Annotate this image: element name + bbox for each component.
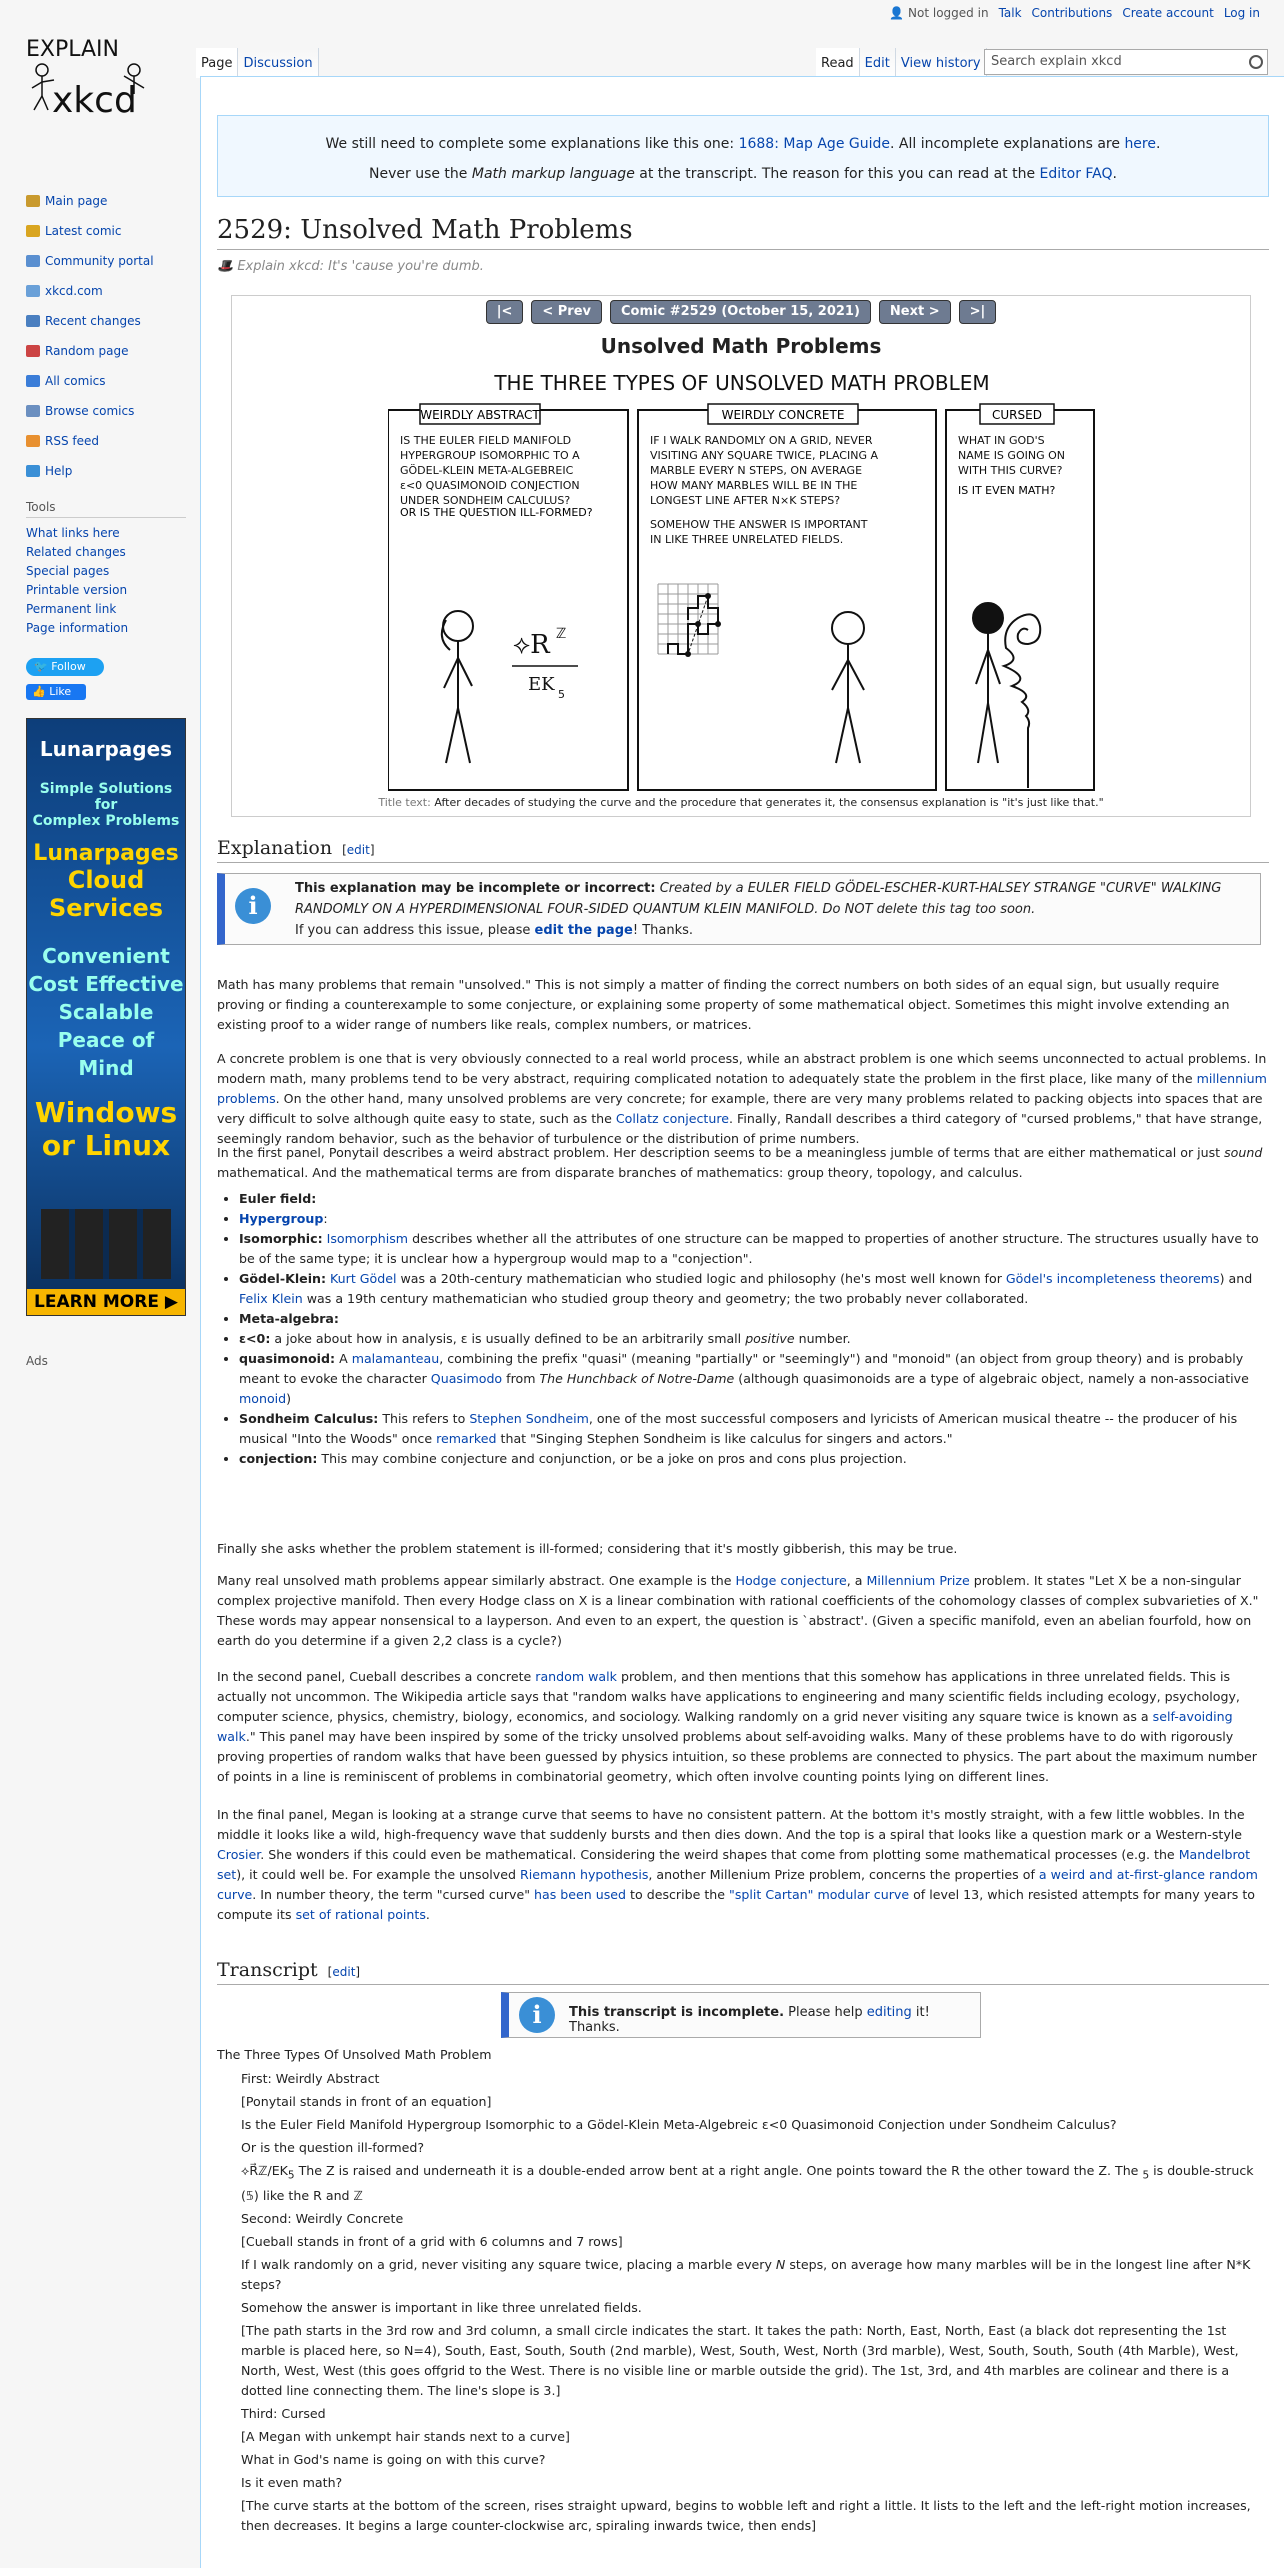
para-text: . Finally, Randall describes a third category of "cursed problems," that have strange, seemingly random behavior, such as the behavior of turbulence or the distribution of prime numbers.	[217, 1111, 1263, 1146]
notice-text: .	[1112, 166, 1117, 182]
term-text: a joke about how in analysis, ε is usually defined to be an arbitrarily small	[270, 1331, 746, 1346]
nav-label[interactable]: Latest comic	[45, 224, 122, 238]
para-text: A concrete problem is one that is very obviously connected to a real world process, while an abstract problem is one which seems unconnected to actual problems. In modern math, many problems tend to be very abstract, requiring complicated notation to adequately state the problem in the first place, like many of the	[217, 1051, 1267, 1086]
comic-text: GÖDEL-KLEIN META-ALGEBREIC	[400, 464, 574, 477]
marble	[695, 621, 701, 627]
transcript-incomplete-text: Please help	[784, 2005, 867, 2020]
ad-line: Lunarpages	[33, 841, 179, 866]
panel-1-label: WEIRDLY ABSTRACT	[420, 408, 540, 422]
transcript-line: [The path starts in the 3rd row and 3rd column, a small circle indicates the start. It takes the path: North, East, North, East (a black dot representing the 1st marble is placed here, so N=4), South, East, South, South (2nd marble), West, South, West, North (3rd marble), West, South, South, South (4th Marble), West, North, West, West (this goes offgrid to the West. There is no visible line or marble outside the grid). The 1st, 3rd, and 4th marbles are colinear and there is a dotted line connecting them. The line's slope is 3.]	[241, 2322, 1239, 2398]
ad-line: Windows	[34, 1096, 178, 1129]
stephen-sondheim-link[interactable]: Stephen Sondheim	[469, 1411, 589, 1426]
ad-line: Convenient	[42, 944, 170, 968]
crosier-link[interactable]: Crosier	[217, 1847, 261, 1862]
transcript-heading	[217, 1959, 1269, 1985]
svg-text:⟡R: ⟡R	[513, 630, 550, 660]
tools-item[interactable]: Printable version	[26, 583, 128, 597]
tab-history[interactable]: View history	[896, 48, 987, 78]
term-text: from	[502, 1371, 540, 1386]
search-placeholder: Search explain xkcd	[991, 54, 1122, 69]
transcript-line: Is the Euler Field Manifold Hypergroup Isomorphic to a Gödel-Klein Meta-Algebreic ε<0 Quasimonoid Conjection under Sondheim Calculus?	[241, 2117, 1117, 2132]
para-text: problem. It states "Let X be a non-singular complex projective manifold. Then every Hodge class on X is a linear combination with rational coefficients of the cohomology classes of complex subvarieties of X." These words may appear nonsensical to a layperson. And even to an expert, the question is `abstract'. (Given a specific manifold, even an abelian fourfold, how on earth do you determine if a given 2,2 class is a cycle?)	[217, 1573, 1259, 1648]
transcript-incomplete-notice	[501, 1992, 981, 2038]
comic-navigation	[232, 300, 1250, 324]
comic-text: WITH THIS CURVE?	[958, 464, 1063, 477]
para-text: In the second panel, Cueball describes a concrete	[217, 1669, 536, 1684]
para-text: , a	[846, 1573, 867, 1588]
nav-item[interactable]	[26, 186, 154, 216]
incompleteness-link[interactable]: Gödel's incompleteness theorems	[1005, 1271, 1220, 1286]
term-text: was a 20th-century mathematician who studied logic and philosophy (he's most well known for	[396, 1271, 1006, 1286]
transcript-line: Second: Weirdly Concrete	[241, 2210, 404, 2226]
quasimodo-link[interactable]: Quasimodo	[430, 1371, 503, 1386]
nav-label[interactable]: Help	[45, 464, 73, 478]
title-text-content: After decades of studying the curve and the procedure that generates it, the consensus explanation is "it's just like that."	[430, 796, 1104, 809]
comic-text: WHAT IN GOD'S	[958, 434, 1045, 447]
transcript-line: Somehow the answer is important in like three unrelated fields.	[241, 2299, 642, 2315]
nav-item[interactable]	[26, 216, 154, 246]
term-list	[239, 1189, 1269, 1469]
nav-item[interactable]	[26, 306, 154, 336]
transcript-line: Or is the question ill-formed?	[241, 2140, 425, 2155]
transcript-incomplete-text: it! Thanks.	[569, 2005, 930, 2035]
comic-text: IN LIKE THREE UNRELATED FIELDS.	[650, 533, 844, 546]
comic-text: IF I WALK RANDOMLY ON A GRID, NEVER	[650, 434, 873, 447]
lunarpages-ad[interactable]	[26, 718, 186, 1316]
transcript-line	[241, 2255, 1267, 2295]
incomplete-notice	[217, 873, 1261, 945]
map-age-guide-link[interactable]: 1688: Map Age Guide	[738, 136, 890, 152]
malamanteau-link[interactable]: malamanteau	[351, 1351, 440, 1366]
incomplete-action-text: If you can address this issue, please	[295, 923, 535, 938]
comic-text: NAME IS GOING ON	[958, 449, 1065, 462]
ad-line: Peace of Mind	[57, 1028, 155, 1080]
view-tabs	[816, 48, 987, 78]
riemann-link[interactable]: Riemann hypothesis	[520, 1867, 649, 1882]
nav-item[interactable]	[26, 336, 154, 366]
ad-line: Cloud	[67, 866, 145, 894]
para-text: ." This panel may have been inspired by some of the tricky unsolved problems about self-avoiding walks. Many of these problems have to do with rigorously proving properties of random walks that have been guessed by physics intuition, so these problems are connected to physics. The part about the maximum number of points in a line is reminiscent of problems in combinatorial geometry, which often involve counting points lying on different lines.	[217, 1729, 1257, 1784]
term-text: , one of the most successful composers and lyricists of American musical theatre -- the producer of his musical "Into the Woods" once	[239, 1411, 1238, 1446]
mandelbrot-link[interactable]: Mandelbrot set	[217, 1847, 1251, 1882]
explanation-heading-text: Explanation	[217, 837, 333, 859]
xkcd-logo-icon	[22, 30, 152, 130]
editor-faq-link[interactable]: Editor FAQ	[1039, 166, 1113, 182]
nav-icon	[26, 465, 40, 477]
transcript-line	[241, 2161, 1267, 2206]
term-text: number.	[794, 1331, 851, 1346]
transcript-line: [The curve starts at the bottom of the screen, rises straight upward, begins to wobble left and right a little. It lists to the left and the left-right motion increases, then decreases. It begins a large counter-clockwise arc, spiraling inwards twice, then ends]	[241, 2497, 1251, 2533]
nav-item[interactable]	[26, 426, 154, 456]
namespace-tabs	[196, 48, 319, 78]
learn-more-button[interactable]: LEARN MORE ▶	[27, 1289, 185, 1315]
nav-item[interactable]	[26, 456, 154, 486]
explanation-paragraph	[217, 1805, 1267, 1925]
explanation-paragraph	[217, 1049, 1267, 1149]
transcript-line: Is it even math?	[241, 2474, 343, 2490]
nav-label[interactable]: xkcd.com	[45, 284, 103, 298]
nav-label[interactable]: Community portal	[45, 254, 154, 268]
transcript-line: What in God's name is going on with this curve?	[241, 2451, 546, 2467]
nav-icon	[26, 435, 40, 447]
para-emphasis: sound	[1224, 1145, 1263, 1160]
nav-icon	[26, 375, 40, 387]
comic-text: MARBLE EVERY N STEPS, ON AVERAGE	[650, 464, 863, 477]
nav-label[interactable]: Browse comics	[45, 404, 135, 418]
notice-emphasis: Math markup language	[471, 166, 635, 182]
list-item	[239, 1349, 1269, 1409]
notice-line-2	[218, 159, 1268, 189]
search-input[interactable]	[984, 49, 1268, 75]
kurt-godel-link[interactable]: Kurt Gödel	[330, 1271, 397, 1286]
comic-text: IS THE EULER FIELD MANIFOLD	[400, 434, 572, 447]
notice-text: .	[1156, 136, 1161, 152]
edit-section: [edit]	[342, 843, 375, 857]
comic-text: VISITING ANY SQUARE TWICE, PLACING A	[650, 449, 878, 462]
collatz-conjecture-link[interactable]: Collatz conjecture	[615, 1111, 729, 1126]
incomplete-action	[295, 920, 1250, 941]
transcript-text: ⟡R⃗ℤ/EK	[241, 2163, 288, 2178]
comic-box	[231, 295, 1251, 817]
title-text-label: Title text:	[378, 796, 431, 809]
transcript-text: The Z is raised and underneath it is a double-ended arrow bent at a right angle. One points toward the R the other toward the Z. The	[294, 2163, 1143, 2178]
panel-3-label: CURSED	[992, 408, 1042, 422]
title-text	[232, 796, 1250, 809]
hodge-conjecture-link[interactable]: Hodge conjecture	[735, 1573, 847, 1588]
term: Gödel-Klein:	[239, 1271, 327, 1286]
para-text: . She wonders if this could even be mathematical. Considering the weird shapes that come from plotting some mathematical processes (e.g. the	[260, 1847, 1179, 1862]
comic-image[interactable]	[388, 368, 1096, 792]
term-text: A	[335, 1351, 352, 1366]
transcript-text: is double-struck (𝟝) like the R and ℤ	[241, 2163, 1254, 2203]
notice-line-1	[218, 129, 1268, 159]
term-text: )	[286, 1391, 292, 1406]
list-item	[239, 1329, 1269, 1349]
comic-text: SOMEHOW THE ANSWER IS IMPORTANT	[650, 518, 868, 531]
site-tagline	[217, 259, 484, 274]
notice-text: . All incomplete explanations are	[890, 136, 1125, 152]
term-text: describes whether all the attributes of one structure can be mapped to properties of another structure. The structures usually have to be of the same type; it is unclear how a hypergroup would map to a "conjection".	[239, 1231, 1259, 1266]
nav-icon	[26, 315, 40, 327]
comic-text: IS IT EVEN MATH?	[958, 484, 1056, 497]
comic-heading: THE THREE TYPES OF UNSOLVED MATH PROBLEM	[494, 371, 990, 395]
create-account-link[interactable]: Create account	[1122, 6, 1214, 20]
para-text: . In number theory, the term "cursed curve"	[252, 1887, 535, 1902]
main-content	[200, 76, 1284, 2568]
editing-link[interactable]: editing	[866, 2005, 912, 2020]
has-been-used-link[interactable]: has been used	[534, 1887, 627, 1902]
nav-label[interactable]: All comics	[45, 374, 106, 388]
tools-item[interactable]: What links here	[26, 526, 120, 540]
explanation-paragraph: Math has many problems that remain "unsolved." This is not simply a matter of finding the correct numbers on both sides of an equal sign, but usually require proving or finding a counterexample to some conjecture, or explaining some property of some mathematical object. Sometimes this might involve extending an existing proof to a wider range of numbers like reals, complex numbers, or matrices.	[217, 977, 1230, 1032]
term-text: This may combine conjecture and conjunction, or be a joke on pros and cons plus projection.	[317, 1451, 907, 1466]
para-text: mathematical. And the mathematical terms are from disparate branches of mathematics: group theory, topology, and calculus.	[217, 1165, 1023, 1180]
page-title: 2529: Unsolved Math Problems	[217, 215, 1269, 250]
comic-text: HYPERGROUP ISOMORPHIC TO A	[400, 449, 580, 462]
millennium-problems-link[interactable]: millennium problems	[217, 1071, 1267, 1106]
follow-label: Follow	[51, 660, 86, 673]
site-notice	[217, 115, 1269, 197]
para-text: In the final panel, Megan is looking at a strange curve that seems to have no consistent pattern. At the bottom it's mostly straight, with a few little wobbles. In the middle it looks like a wild, high-frequency wave that suddenly bursts and then dies down. And the top is a spiral that looks like a question mark or a Western-style	[217, 1807, 1245, 1842]
incomplete-italic: Created by a EULER FIELD GÖDEL-ESCHER-KURT-HALSEY STRANGE "CURVE" WALKING RANDOMLY ON A HYPERDIMENSIONAL FOUR-SIDED QUANTUM KLEIN MANIFOLD. Do NOT delete this tag too soon.	[295, 881, 1222, 917]
next-comic-button[interactable]: Next >	[879, 300, 951, 324]
transcript-line: The Three Types Of Unsolved Math Problem	[217, 2047, 492, 2062]
tools-item[interactable]: Related changes	[26, 545, 126, 559]
info-icon: i	[235, 888, 271, 924]
svg-text:5: 5	[558, 688, 565, 701]
term: ε<0:	[239, 1331, 271, 1346]
nav-icon	[26, 285, 40, 297]
self-avoiding-walk-link[interactable]: self-avoiding walk	[217, 1709, 1233, 1744]
comic-text: LONGEST LINE AFTER N×K STEPS?	[650, 494, 841, 507]
like-label: Like	[49, 685, 72, 698]
random-curve-link[interactable]: a weird and at-first-glance random curve	[217, 1867, 1258, 1902]
sidebar	[0, 0, 200, 2568]
para-text: Many real unsolved math problems appear similarly abstract. One example is the	[217, 1573, 736, 1588]
para-text: problem, and then mentions that this somehow has applications in three unrelated fields. This is actually not uncommon. The Wikipedia article says that "random walks have applications to engineering and many scientific fields including ecology, psychology, computer science, physics, chemistry, biology, economics, and sociology. Walking randomly on a grid never visiting any square twice is known as a	[217, 1669, 1240, 1724]
random-walk-link[interactable]: random walk	[535, 1669, 617, 1684]
transcript-sub: 5	[287, 2169, 295, 2182]
edit-link[interactable]: edit	[346, 843, 370, 857]
nav-label[interactable]: Main page	[45, 194, 108, 208]
ad-brand: Lunarpages	[39, 737, 173, 761]
nav-item[interactable]	[26, 396, 154, 426]
tab-edit[interactable]: Edit	[860, 48, 896, 78]
tools-item[interactable]: Special pages	[26, 564, 110, 578]
edit-link[interactable]: edit	[332, 1965, 356, 1979]
transcript-emphasis: N	[775, 2256, 786, 2272]
twitter-follow-button[interactable]	[26, 658, 104, 676]
site-logo[interactable]	[22, 30, 152, 130]
nav-icon	[26, 405, 40, 417]
not-logged-label: Not logged in	[908, 6, 989, 20]
talk-link[interactable]: Talk	[998, 6, 1022, 20]
server-racks-image	[41, 1209, 171, 1279]
svg-text:ℤ: ℤ	[556, 626, 567, 642]
svg-text:xkcd: xkcd	[52, 80, 137, 121]
bird-icon: 🐦	[34, 660, 48, 673]
tab-page[interactable]: Page	[196, 48, 238, 78]
comic-text: UNDER SONDHEIM CALCULUS?	[400, 494, 571, 507]
para-text: . On the other hand, many unsolved problems are very concrete; for example, there are very many problems related to packing objects into spaces that are very difficult to solve although quite easy to state, such as the	[217, 1091, 1263, 1126]
para-text: of level 13, which resisted attempts for many years to compute its	[217, 1887, 1256, 1922]
para-text: to describe the	[626, 1887, 730, 1902]
incomplete-text	[295, 878, 1250, 920]
para-text: , another Millenium Prize problem, concerns the properties of	[648, 1867, 1039, 1882]
ad-line: Complex Problems	[32, 813, 180, 829]
ad-line: Services	[48, 894, 164, 922]
nav-icon	[26, 225, 40, 237]
tools-item[interactable]: Permanent link	[26, 602, 117, 616]
transcript-sub: 5	[1142, 2169, 1150, 2182]
list-item	[239, 1229, 1269, 1269]
prev-comic-button[interactable]: < Prev	[531, 300, 602, 324]
list-item	[239, 1449, 1269, 1469]
notice-text: at the transcript. The reason for this you can read at the	[634, 166, 1040, 182]
info-icon: i	[519, 1997, 555, 2033]
list-item	[239, 1409, 1269, 1449]
transcript-heading-text: Transcript	[217, 1959, 318, 1981]
millennium-prize-link[interactable]: Millennium Prize	[866, 1573, 970, 1588]
transcript-line: [Ponytail stands in front of an equation]	[241, 2094, 492, 2109]
nav-label[interactable]: Random page	[45, 344, 129, 358]
term-text: (although quasimonoids are a type of algebraic object, namely a non-associative	[734, 1371, 1249, 1386]
contributions-link[interactable]: Contributions	[1031, 6, 1113, 20]
transcript-line: Third: Cursed	[241, 2405, 326, 2421]
user-icon: 👤	[889, 6, 905, 20]
list-item: • Hypergroup:	[239, 1209, 1269, 1229]
search-icon[interactable]	[1249, 55, 1263, 69]
nav-label[interactable]: RSS feed	[45, 434, 99, 448]
tab-read[interactable]: Read	[816, 48, 860, 78]
transcript-text: If I walk randomly on a grid, never visiting any square twice, placing a marble every	[241, 2256, 776, 2272]
term: Euler field:	[239, 1191, 317, 1206]
first-comic-button[interactable]: |<	[486, 300, 524, 324]
transcript-text: steps, on average how many marbles will be in the longest line after N*K steps?	[241, 2256, 1251, 2292]
term-text: ) and	[1219, 1271, 1253, 1286]
para-text: In the first panel, Ponytail describes a weird abstract problem. Her description seems to be a meaningless jumble of terms that are either mathematical or just	[217, 1145, 1225, 1160]
personal-tools	[889, 6, 1260, 20]
tagline-text: Explain xkcd: It's 'cause you're dumb.	[237, 259, 484, 274]
transcript-line: First: Weirdly Abstract	[241, 2071, 380, 2086]
navigation-portal	[26, 186, 154, 486]
term-emphasis: positive	[745, 1331, 795, 1346]
comic-title: Unsolved Math Problems	[600, 334, 882, 358]
notice-text: We still need to complete some explanations like this one:	[325, 136, 739, 152]
explanation-paragraph: Finally she asks whether the problem statement is ill-formed; considering that it's mostly gibberish, this may be true.	[217, 1541, 958, 1556]
felix-klein-link[interactable]: Felix Klein	[239, 1291, 303, 1306]
explanation-paragraph	[217, 1143, 1267, 1183]
isomorphism-link[interactable]: Isomorphism	[326, 1231, 409, 1246]
nav-item[interactable]	[26, 366, 154, 396]
ad-line: or Linux	[41, 1129, 171, 1162]
explanation-paragraph	[217, 1571, 1267, 1651]
term: Sondheim Calculus:	[239, 1411, 379, 1426]
edit-section: [edit]	[327, 1965, 361, 1979]
incomplete-bold: This explanation may be incomplete or incorrect:	[295, 881, 656, 896]
ad-line: Cost Effective	[28, 972, 184, 996]
comic-text: ε<0 QUASIMONOID CONJECTION	[400, 479, 580, 492]
ad-line: Scalable	[58, 1000, 154, 1024]
transcript-line: [Cueball stands in front of a grid with 6 columns and 7 rows]	[241, 2233, 623, 2249]
marble	[705, 593, 711, 599]
monoid-link[interactable]: monoid	[239, 1391, 287, 1406]
list-item	[239, 1309, 1269, 1329]
para-text: ), it could well be. For example the unsolved	[236, 1867, 521, 1882]
incomplete-action-text: ! Thanks.	[632, 923, 694, 938]
rational-points-link[interactable]: set of rational points	[295, 1907, 426, 1922]
thumbs-up-icon: 👍	[32, 685, 46, 698]
nav-item[interactable]	[26, 246, 154, 276]
svg-text:EK: EK	[528, 674, 555, 695]
marble	[685, 651, 691, 657]
tools-item[interactable]: Page information	[26, 621, 129, 635]
transcript-incomplete-bold: This transcript is incomplete.	[569, 2005, 785, 2020]
explanation-heading	[217, 837, 1269, 863]
nav-item[interactable]	[26, 276, 154, 306]
facebook-like-button[interactable]	[26, 684, 86, 700]
term-emphasis: The Hunchback of Notre-Dame	[539, 1371, 735, 1386]
comic-text: HOW MANY MARBLES WILL BE IN THE	[650, 479, 858, 492]
transcript-block	[241, 2069, 1267, 2539]
split-cartan-link[interactable]: "split Cartan" modular curve	[729, 1887, 910, 1902]
list-item	[239, 1269, 1269, 1309]
term-text: This refers to	[378, 1411, 470, 1426]
comic-text: OR IS THE QUESTION ILL-FORMED?	[400, 506, 593, 519]
nav-icon	[26, 195, 40, 207]
term: conjection:	[239, 1451, 318, 1466]
tools-heading: Tools	[26, 500, 186, 518]
term-text: was a 19th century mathematician who studied group theory and geometry; the two probably never collaborated.	[302, 1291, 1029, 1306]
edit-the-page-link[interactable]: edit the page	[534, 923, 633, 938]
last-comic-button[interactable]: >|	[959, 300, 997, 324]
tab-discussion[interactable]: Discussion	[238, 48, 318, 78]
hypergroup-link[interactable]: Hypergroup	[239, 1211, 324, 1226]
login-link[interactable]: Log in	[1223, 6, 1260, 20]
notice-text: Never use the	[369, 166, 472, 182]
term-text: , combining the prefix "quasi" (meaning "partially" or "seemingly") and "monoid" (an object from group theory) and is probably meant to evoke the character	[239, 1351, 1244, 1386]
list-item	[239, 1189, 1269, 1209]
nav-icon	[26, 255, 40, 267]
term: quasimonoid:	[239, 1351, 336, 1366]
not-logged-in	[889, 6, 988, 20]
term: Isomorphic:	[239, 1231, 323, 1246]
tools-portal	[26, 500, 186, 638]
para-text: .	[425, 1907, 430, 1922]
ad-line: for	[94, 797, 118, 813]
marble	[715, 621, 721, 627]
term: Meta-algebra:	[239, 1311, 339, 1326]
svg-text:EXPLAIN: EXPLAIN	[26, 37, 119, 62]
current-comic-button[interactable]: Comic #2529 (October 15, 2021)	[610, 300, 871, 324]
panel-2-label: WEIRDLY CONCRETE	[721, 408, 845, 422]
transcript-line: [A Megan with unkempt hair stands next to a curve]	[241, 2428, 570, 2444]
nav-label[interactable]: Recent changes	[45, 314, 141, 328]
ads-label: Ads	[26, 1354, 48, 1368]
ad-line: Simple Solutions	[39, 781, 173, 797]
explanation-paragraph	[217, 1667, 1267, 1787]
remarked-link[interactable]: remarked	[436, 1431, 497, 1446]
term-text: that "Singing Stephen Sondheim is like calculus for singers and actors."	[496, 1431, 953, 1446]
nav-icon	[26, 345, 40, 357]
hat-icon: 🎩	[217, 259, 234, 274]
here-link[interactable]: here	[1124, 136, 1156, 152]
